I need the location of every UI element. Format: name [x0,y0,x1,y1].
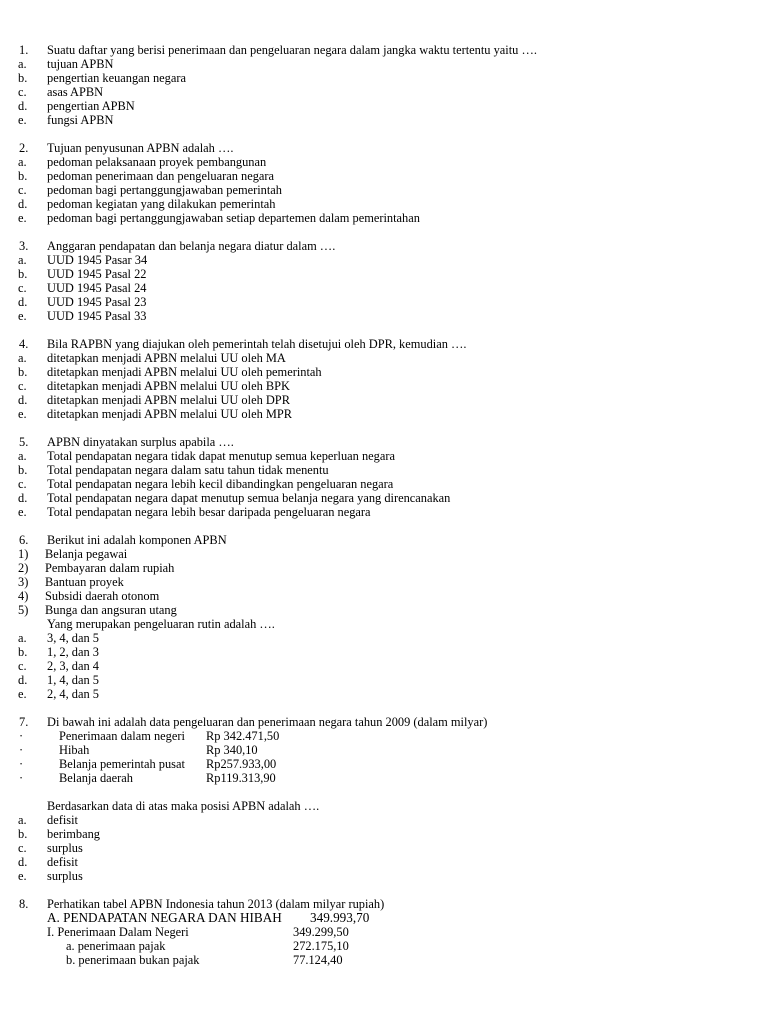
option-letter: e. [18,211,27,225]
row-value: Rp 342.471,50 [206,729,280,743]
row-value: 349.299,50 [293,925,349,939]
option-text: Total pendapatan negara lebih kecil dibandingkan pengeluaran negara [47,477,394,491]
option [0,463,768,477]
option-letter: a. [18,813,27,827]
option-letter: c. [18,183,27,197]
question-7 [0,715,768,883]
option-letter: e. [18,869,27,883]
item-marker: 3) [18,575,29,589]
row-value: 349.993,70 [310,910,370,925]
option [0,631,768,645]
item-marker: 2) [18,561,29,575]
table-row [0,953,768,967]
data-row [0,771,768,785]
option-letter: a. [18,253,27,267]
option-letter: d. [18,855,28,869]
option-letter: b. [18,169,28,183]
option [0,393,768,407]
question-text: Suatu daftar yang berisi penerimaan dan pengeluaran negara dalam jangka waktu tertentu yaitu …. [47,43,537,57]
option-text: UUD 1945 Pasal 24 [47,281,147,295]
option [0,841,768,855]
question-prompt: Yang merupakan pengeluaran rutin adalah …. [47,617,275,631]
option [0,491,768,505]
question-4 [0,337,768,421]
option-text: Total pendapatan negara tidak dapat menutup semua keperluan negara [47,449,395,463]
question-number: 5. [19,435,29,449]
option-letter: a. [18,351,27,365]
option [0,267,768,281]
item-marker: 4) [18,589,29,603]
option-text: ditetapkan menjadi APBN melalui UU oleh pemerintah [47,365,322,379]
option-letter: c. [18,477,27,491]
option [0,99,768,113]
option-text: 2, 3, dan 4 [47,659,99,673]
data-row [0,729,768,743]
option-text: asas APBN [47,85,104,99]
question-3 [0,239,768,323]
option-text: UUD 1945 Pasal 33 [47,309,147,323]
option [0,155,768,169]
row-value: Rp119.313,90 [206,771,276,785]
item-text: Belanja pegawai [45,547,128,561]
question-2 [0,141,768,225]
list-item [0,561,768,575]
item-text: Pembayaran dalam rupiah [45,561,175,575]
row-label: b. penerimaan bukan pajak [66,953,200,967]
row-label: a. penerimaan pajak [66,939,166,953]
option [0,407,768,421]
row-label: I. Penerimaan Dalam Negeri [47,925,189,939]
bullet-icon: · [19,743,24,757]
option [0,295,768,309]
option [0,169,768,183]
option-text: pengertian keuangan negara [47,71,186,85]
option [0,659,768,673]
option-letter: d. [18,99,28,113]
option-text: Total pendapatan negara dapat menutup semua belanja negara yang direncanakan [47,491,451,505]
item-marker: 5) [18,603,29,617]
option [0,813,768,827]
option-text: Total pendapatan negara lebih besar daripada pengeluaran negara [47,505,371,519]
option [0,477,768,491]
question-text: Perhatikan tabel APBN Indonesia tahun 2013 (dalam milyar rupiah) [47,897,385,911]
option-text: UUD 1945 Pasal 23 [47,295,147,309]
option [0,827,768,841]
option-letter: e. [18,687,27,701]
option-text: pedoman penerimaan dan pengeluaran negara [47,169,275,183]
question-number: 2. [19,141,29,155]
option-text: 3, 4, dan 5 [47,631,99,645]
list-item [0,603,768,617]
table-row [0,925,768,939]
data-row [0,743,768,757]
option-letter: d. [18,673,28,687]
option-letter: c. [18,85,27,99]
option-text: berimbang [47,827,100,841]
item-text: Subsidi daerah otonom [45,589,160,603]
option-text: defisit [47,813,78,827]
list-item [0,547,768,561]
option-text: ditetapkan menjadi APBN melalui UU oleh MA [47,351,286,365]
question-number: 1. [19,43,29,57]
option [0,57,768,71]
option [0,855,768,869]
option [0,253,768,267]
option-text: pedoman pelaksanaan proyek pembangunan [47,155,267,169]
question-text: Bila RAPBN yang diajukan oleh pemerintah telah disetujui oleh DPR, kemudian …. [47,337,467,351]
item-marker: 1) [18,547,29,561]
option [0,449,768,463]
option [0,309,768,323]
option-text: pedoman kegiatan yang dilakukan pemerintah [47,197,276,211]
option-letter: e. [18,113,27,127]
option-text: surplus [47,869,83,883]
option-letter: d. [18,393,28,407]
question-text: Di bawah ini adalah data pengeluaran dan penerimaan negara tahun 2009 (dalam milyar) [47,715,488,729]
option-text: surplus [47,841,83,855]
data-row [0,757,768,771]
question-text: Berikut ini adalah komponen APBN [47,533,227,547]
row-value: Rp 340,10 [206,743,258,757]
option-text: ditetapkan menjadi APBN melalui UU oleh BPK [47,379,290,393]
question-number: 3. [19,239,29,253]
option [0,113,768,127]
option-letter: c. [18,281,27,295]
option-text: pedoman bagi pertanggungjawaban pemerintah [47,183,282,197]
option-letter: b. [18,463,28,477]
option [0,183,768,197]
option-text: 1, 4, dan 5 [47,673,99,687]
option [0,197,768,211]
row-value: 77.124,40 [293,953,343,967]
option-letter: a. [18,57,27,71]
question-prompt: Berdasarkan data di atas maka posisi APBN adalah …. [47,799,320,813]
option [0,351,768,365]
option [0,71,768,85]
question-1 [0,43,768,127]
option-letter: b. [18,365,28,379]
row-label: Hibah [59,743,90,757]
row-label: Belanja pemerintah pusat [59,757,185,771]
question-number: 8. [19,897,29,911]
option [0,869,768,883]
option-text: pengertian APBN [47,99,135,113]
option-letter: b. [18,645,28,659]
option-text: Total pendapatan negara dalam satu tahun tidak menentu [47,463,329,477]
row-value: 272.175,10 [293,939,349,953]
bullet-icon: · [19,757,24,771]
option [0,645,768,659]
option-letter: e. [18,309,27,323]
option-text: 2, 4, dan 5 [47,687,99,701]
option-letter: b. [18,827,28,841]
option-text: UUD 1945 Pasal 22 [47,267,147,281]
list-item [0,589,768,603]
option-letter: a. [18,155,27,169]
option-text: pedoman bagi pertanggungjawaban setiap departemen dalam pemerintahan [47,211,420,225]
list-item [0,575,768,589]
option-letter: a. [18,449,27,463]
bullet-icon: · [19,771,24,785]
option-letter: e. [18,407,27,421]
option [0,211,768,225]
option-letter: b. [18,71,28,85]
option [0,85,768,99]
option [0,505,768,519]
question-number: 6. [19,533,29,547]
row-value: Rp257.933,00 [206,757,277,771]
option [0,673,768,687]
question-6 [0,533,768,701]
question-number: 7. [19,715,29,729]
option [0,379,768,393]
option-letter: e. [18,505,27,519]
option-letter: d. [18,295,28,309]
option-text: ditetapkan menjadi APBN melalui UU oleh MPR [47,407,293,421]
bullet-icon: · [19,729,24,743]
option-text: defisit [47,855,78,869]
option-text: fungsi APBN [47,113,114,127]
table-row [0,939,768,953]
option-letter: a. [18,631,27,645]
option-letter: c. [18,841,27,855]
option-letter: d. [18,197,28,211]
question-text: Tujuan penyusunan APBN adalah …. [47,141,234,155]
row-label: Penerimaan dalam negeri [59,729,185,743]
question-5 [0,435,768,519]
option-text: tujuan APBN [47,57,114,71]
option [0,365,768,379]
option-letter: d. [18,491,28,505]
option-letter: c. [18,659,27,673]
row-label: Belanja daerah [59,771,133,785]
option-text: 1, 2, dan 3 [47,645,99,659]
option-text: UUD 1945 Pasar 34 [47,253,148,267]
option-text: ditetapkan menjadi APBN melalui UU oleh DPR [47,393,290,407]
question-text: Anggaran pendapatan dan belanja negara diatur dalam …. [47,239,336,253]
question-text: APBN dinyatakan surplus apabila …. [47,435,234,449]
item-text: Bunga dan angsuran utang [45,603,177,617]
question-number: 4. [19,337,29,351]
item-text: Bantuan proyek [45,575,124,589]
option [0,687,768,701]
table-row [0,911,768,925]
question-8 [0,897,768,967]
option-letter: c. [18,379,27,393]
option-letter: b. [18,267,28,281]
option [0,281,768,295]
row-label: A. PENDAPATAN NEGARA DAN HIBAH [47,910,282,925]
